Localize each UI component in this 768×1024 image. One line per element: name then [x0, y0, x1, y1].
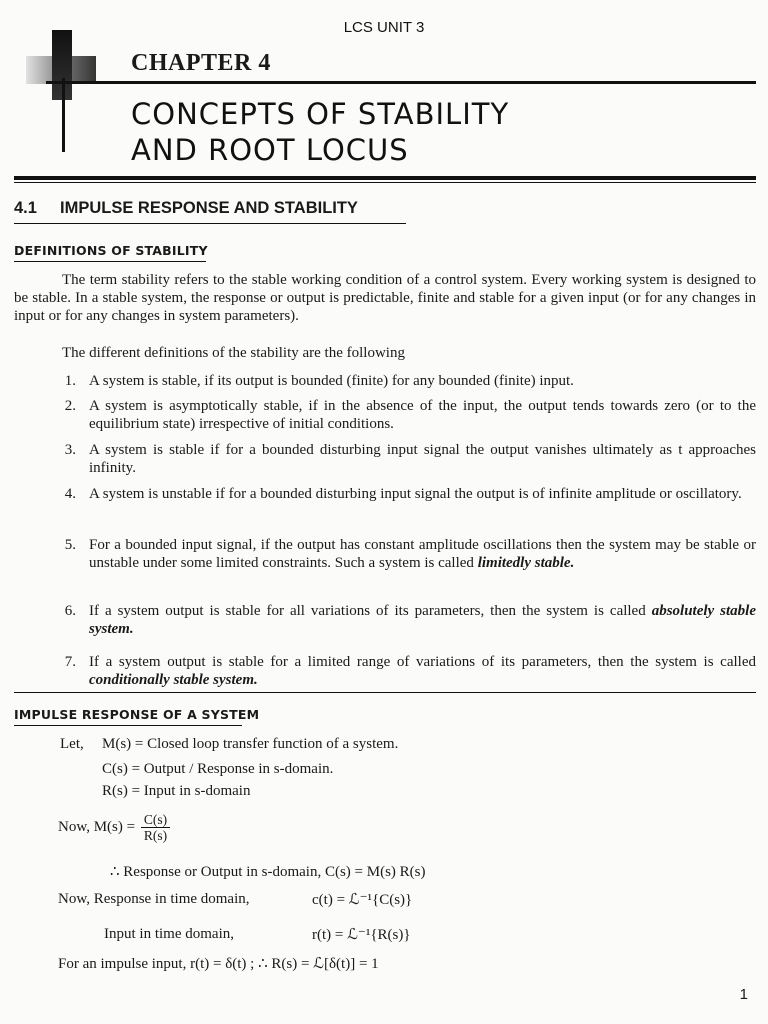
def-m: M(s) = Closed loop transfer function of a system. [102, 736, 399, 752]
definition-item [50, 397, 756, 435]
chapter-title-line2: AND ROOT LOCUS [131, 133, 409, 167]
title-rule-thin [14, 182, 756, 183]
item-body: For a bounded input signal, if the output has constant amplitude oscillations then the system may be stable or unstable under some limited constraints. Such a system is called [89, 537, 756, 571]
item-text: A system is unstable if for a bounded disturbing input signal the output is of infinite amplitude or oscillatory. [89, 486, 742, 502]
item-number: 5. [64, 537, 76, 553]
item-number: 3. [64, 442, 76, 458]
item-text: A system is stable if for a bounded disturbing input signal the output vanishes ultimately as t approaches infinity. [89, 442, 756, 476]
impulse-heading: IMPULSE RESPONSE OF A SYSTEM [14, 707, 260, 722]
item-text [89, 536, 756, 572]
item-emphasis: conditionally stable system. [89, 672, 258, 688]
fraction-denominator: R(s) [143, 828, 168, 843]
fraction [141, 812, 170, 843]
impulse-input-line: For an impulse input, r(t) = δ(t) ; ∴ R(s) = ℒ[δ(t)] = 1 [58, 956, 379, 972]
chapter-title [131, 96, 509, 168]
item-body: If a system output is stable for a limited range of variations of its parameters, then the system is called [89, 654, 756, 670]
definitions-intro: The term stability refers to the stable working condition of a control system. Every working system is designed to be stable. In a stable system, the response or output is predictable, finite and stable for a given input (or for any changes in input or for any changes in system parameters). [14, 272, 756, 324]
page-header-note: LCS UNIT 3 [343, 19, 425, 36]
definition-item [50, 372, 756, 392]
definitions-heading: DEFINITIONS OF STABILITY [14, 243, 208, 258]
definition-item [50, 441, 756, 479]
transfer-function-eq [58, 812, 170, 843]
impulse-underline [14, 725, 242, 726]
decorative-cross-graphic [14, 26, 114, 156]
item-number: 2. [64, 398, 76, 414]
fraction-numerator: C(s) [141, 812, 170, 828]
section-underline [14, 223, 406, 224]
item-number: 6. [64, 603, 76, 619]
section-number: 4.1 [14, 199, 37, 217]
now-label: Now, M(s) = [58, 818, 136, 835]
section-title: IMPULSE RESPONSE AND STABILITY [60, 199, 358, 217]
section-heading [14, 199, 358, 218]
page-number: 1 [739, 986, 748, 1003]
therefore-line: ∴ Response or Output in s-domain, C(s) = M(s) R(s) [110, 864, 426, 880]
title-rule-thick [14, 176, 756, 180]
time-domain-label: Now, Response in time domain, [58, 891, 250, 907]
definitions-lead: The different definitions of the stability are the following [62, 345, 405, 361]
definition-item [50, 602, 756, 640]
item-text: A system is stable, if its output is bounded (finite) for any bounded (finite) input. [89, 373, 574, 389]
definitions-underline [14, 261, 206, 262]
item-text: A system is asymptotically stable, if in the absence of the input, the output tends towards zero (or to the equilibrium state) irrespective of initial conditions. [89, 398, 756, 432]
item-number: 7. [64, 654, 76, 670]
input-time-expr: r(t) = ℒ⁻¹{R(s)} [312, 927, 411, 943]
definition-item [50, 536, 756, 592]
time-domain-expr: c(t) = ℒ⁻¹{C(s)} [312, 892, 413, 908]
item-emphasis: absolutely stable system. [89, 603, 757, 637]
definition-item [50, 485, 756, 523]
def-r: R(s) = Input in s-domain [102, 783, 251, 799]
item-text [89, 602, 756, 638]
chapter-title-line1: CONCEPTS OF STABILITY [131, 97, 510, 131]
section-divider [14, 692, 756, 693]
item-emphasis: limitedly stable. [477, 555, 575, 571]
definition-item [50, 653, 756, 691]
chapter-rule [46, 81, 756, 84]
def-c: C(s) = Output / Response in s-domain. [102, 761, 334, 777]
item-text [89, 653, 756, 689]
input-time-label: Input in time domain, [104, 926, 234, 942]
item-body: If a system output is stable for all variations of its parameters, then the system is called [89, 603, 646, 619]
let-label: Let, [60, 736, 84, 752]
chapter-label: CHAPTER 4 [131, 50, 271, 76]
item-number: 4. [64, 486, 76, 502]
item-number: 1. [64, 373, 76, 389]
